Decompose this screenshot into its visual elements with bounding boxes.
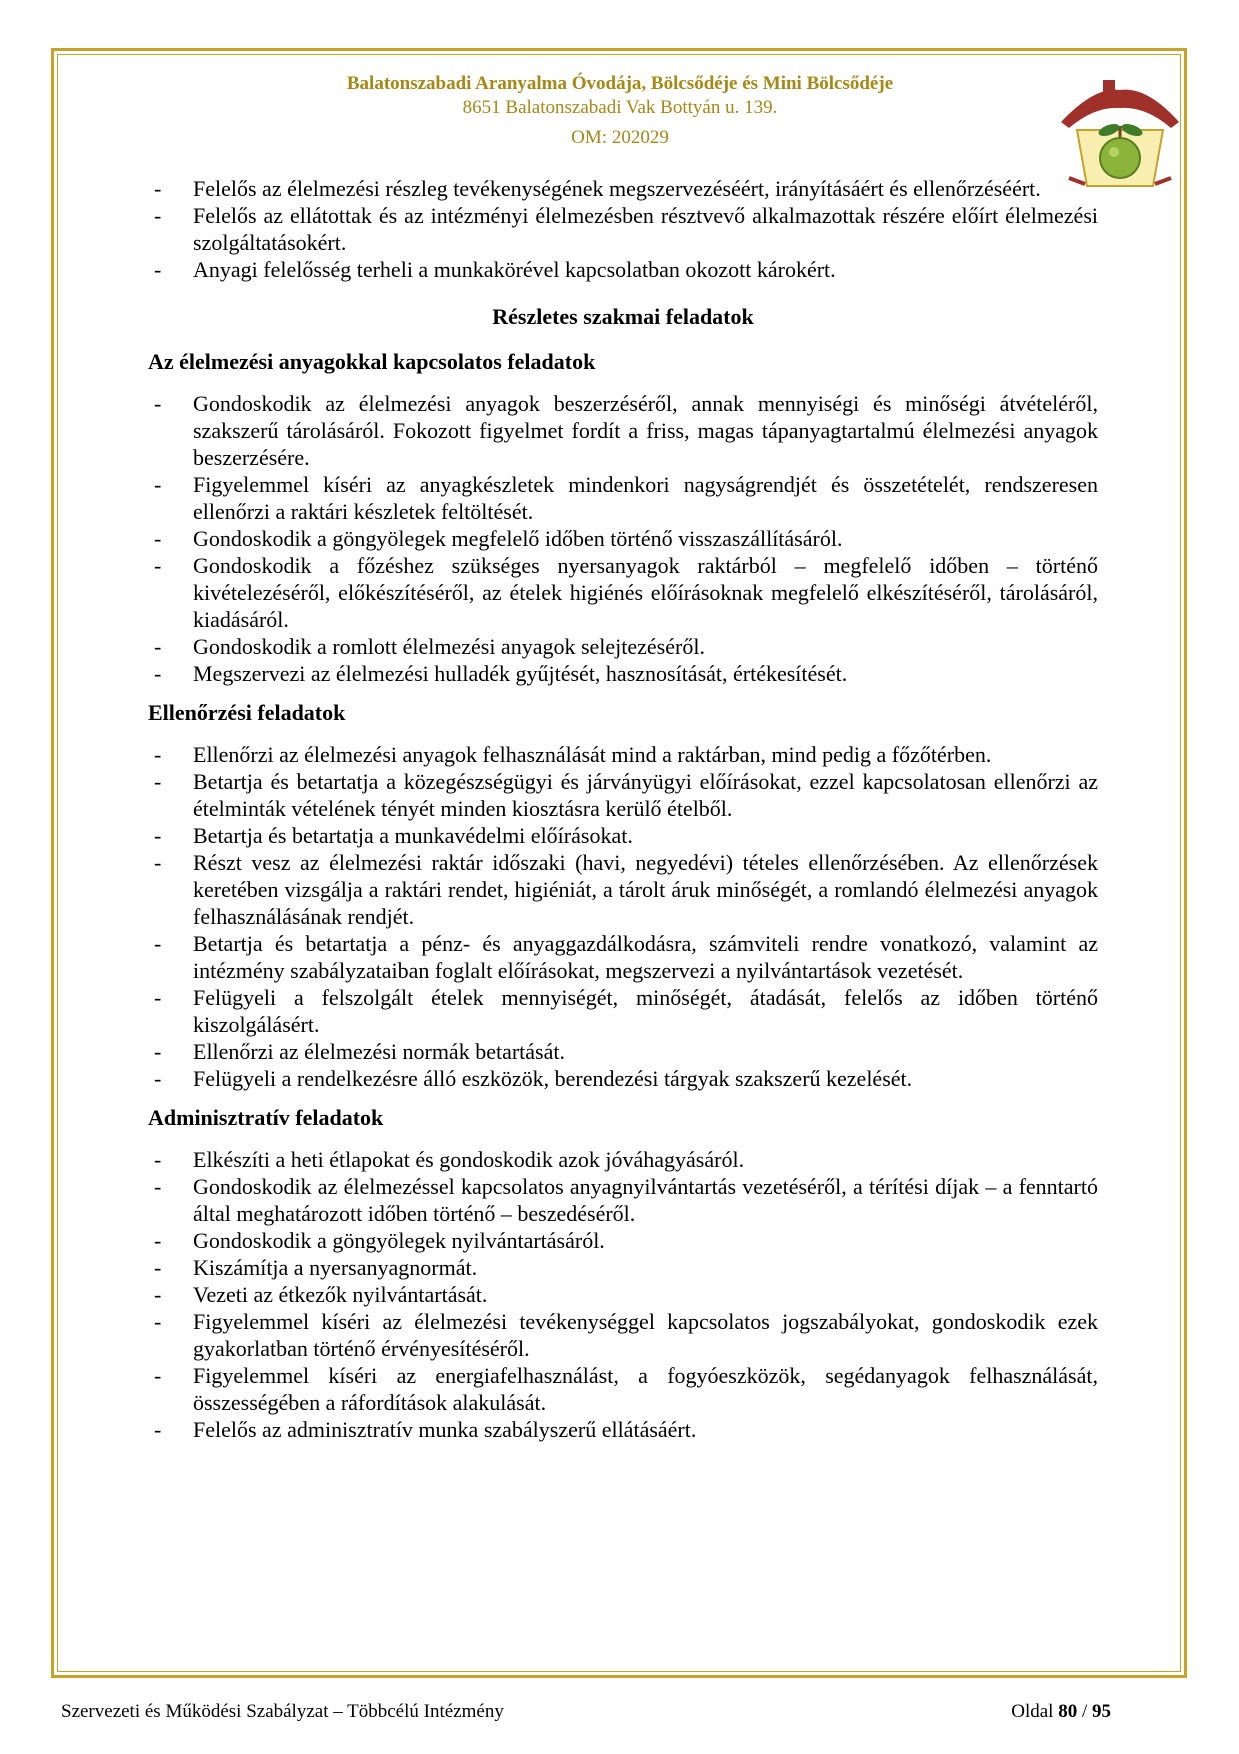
section-heading: Ellenőrzési feladatok xyxy=(148,700,346,725)
list-item: - Felelős az élelmezési részleg tevékenységének megszervezéséért, irányításáért és ellenőrzéséért. xyxy=(154,176,1041,201)
section-list xyxy=(148,741,1098,1092)
list-item: - Gondoskodik az élelmezési anyagok beszerzéséről, annak mennyiségi és minőségi átvételéről, szakszerű tárolásáról. Fokozott figyelmet fordít a friss, magas tápanyagtartalmú élelmezési anyagok beszerzésére. xyxy=(154,391,1098,470)
main-heading: Részletes szakmai feladatok xyxy=(492,304,754,329)
list-item: - Gondoskodik a romlott élelmezési anyagok selejtezéséről. xyxy=(154,634,705,659)
list-item: - Gondoskodik a göngyölegek nyilvántartásáról. xyxy=(154,1228,605,1253)
list-item: - Ellenőrzi az élelmezési anyagok felhasználását mind a raktárban, mind pedig a főzőtérben. xyxy=(154,742,992,767)
list-item: - Felelős az adminisztratív munka szabályszerű ellátásáért. xyxy=(154,1417,697,1442)
list-item: - Megszervezi az élelmezési hulladék gyűjtését, hasznosítását, értékesítését. xyxy=(154,661,848,686)
section-heading: Adminisztratív feladatok xyxy=(148,1105,384,1130)
intro-list xyxy=(148,175,1098,283)
list-item: - Felügyeli a felszolgált ételek mennyiségét, minőségét, átadását, felelős az időben történő kiszolgálásért. xyxy=(154,985,1098,1037)
list-item: - Ellenőrzi az élelmezési normák betartását. xyxy=(154,1039,565,1064)
section-list xyxy=(148,390,1098,687)
list-item: - Elkészíti a heti étlapokat és gondoskodik azok jóváhagyásáról. xyxy=(154,1147,745,1172)
list-item: - Gondoskodik a göngyölegek megfelelő időben történő visszaszállításáról. xyxy=(154,526,843,551)
list-item: - Vezeti az étkezők nyilvántartását. xyxy=(154,1282,488,1307)
list-item: - Részt vesz az élelmezési raktár időszaki (havi, negyedévi) tételes ellenőrzésében. Az ellenőrzések keretében vizsgálja a raktári rendet, higiéniát, a tárolt áruk minőségét, a romlandó élelmezési anyagok felhasználásának rendjét. xyxy=(154,850,1098,929)
institution-address: 8651 Balatonszabadi Vak Bottyán u. 139. xyxy=(462,97,778,118)
list-item: - Betartja és betartatja a munkavédelmi előírásokat. xyxy=(154,823,633,848)
list-item: - Betartja és betartatja a pénz- és anyaggazdálkodásra, számviteli rendre vonatkozó, valamint az intézmény szabályzataiban foglalt előírásokat, megszervezi a nyilvántartások vezetését. xyxy=(154,931,1098,983)
list-item: - Figyelemmel kíséri az anyagkészletek mindenkori nagyságrendjét és összetételét, rendszeresen ellenőrzi a raktári készletek feltöltését. xyxy=(154,472,1098,524)
list-item: - Gondoskodik a főzéshez szükséges nyersanyagok raktárból – megfelelő időben – történő kivételezéséről, előkészítéséről, az ételek higiénés előírásoknak megfelelő elkészítéséről, tárolásáról, kiadásáról. xyxy=(154,553,1098,632)
list-item: - Felelős az ellátottak és az intézményi élelmezésben résztvevő alkalmazottak részére előírt élelmezési szolgáltatásokért. xyxy=(154,203,1098,255)
letterhead xyxy=(200,72,1040,150)
document-title: Szervezeti és Működési Szabályzat – Többcélú Intézmény xyxy=(61,1701,504,1722)
list-item: - Betartja és betartatja a közegészségügyi és járványügyi előírásokat, ezzel kapcsolatosan ellenőrzi az ételminták vételének tényét minden kiosztásra kerülő ételből. xyxy=(154,769,1098,821)
list-item: - Kiszámítja a nyersanyagnormát. xyxy=(154,1255,478,1280)
page-number: Oldal 80 / 95 xyxy=(1011,1701,1111,1722)
section-heading: Az élelmezési anyagokkal kapcsolatos feladatok xyxy=(148,349,596,374)
document-body xyxy=(148,175,1098,1443)
list-item: - Gondoskodik az élelmezéssel kapcsolatos anyagnyilvántartás vezetéséről, a térítési díjak – a fenntartó által meghatározott időben történő – beszedéséről. xyxy=(154,1174,1098,1226)
list-item: - Figyelemmel kíséri az élelmezési tevékenységgel kapcsolatos jogszabályokat, gondoskodik ezek gyakorlatban történő érvényesítéséről. xyxy=(154,1309,1098,1361)
list-item: - Figyelemmel kíséri az energiafelhasználást, a fogyóeszközök, segédanyagok felhasználását, összességében a ráfordítások alakulását. xyxy=(154,1363,1098,1415)
list-item: - Felügyeli a rendelkezésre álló eszközök, berendezési tárgyak szakszerű kezelését. xyxy=(154,1066,913,1091)
list-item: - Anyagi felelősség terheli a munkakörével kapcsolatban okozott károkért. xyxy=(154,257,836,282)
institution-name: Balatonszabadi Aranyalma Óvodája, Bölcsődéje és Mini Bölcsődéje xyxy=(346,73,894,94)
section-list xyxy=(148,1146,1098,1443)
om-identifier: OM: 202029 xyxy=(571,127,669,148)
